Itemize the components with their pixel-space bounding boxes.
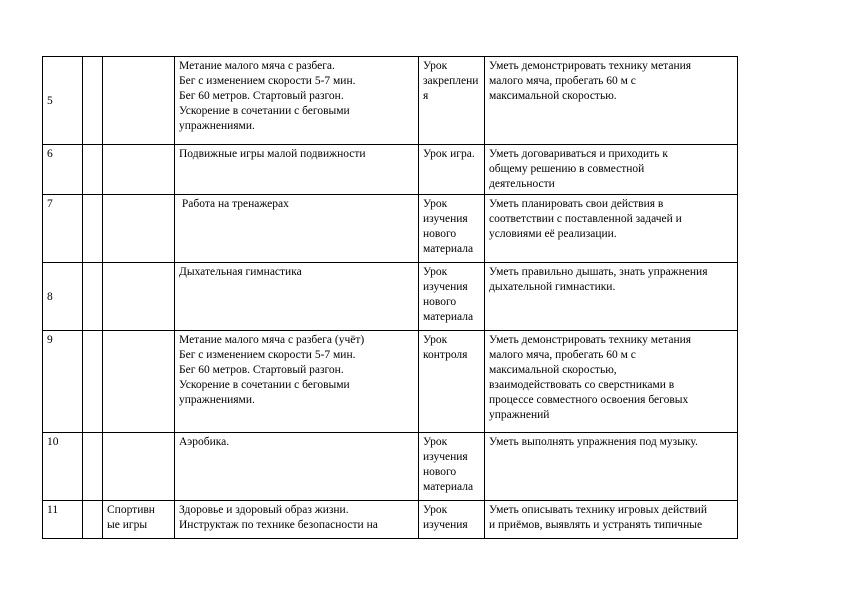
table-row <box>43 145 738 195</box>
table-row <box>43 195 738 263</box>
section-cell <box>103 57 175 145</box>
expected-result: Уметь выполнять упражнения под музыку. <box>485 433 738 501</box>
expected-result: Уметь демонстрировать технику метания малого мяча, пробегать 60 м с максимальной скоростью. <box>485 57 738 145</box>
empty-cell <box>83 195 103 263</box>
lesson-type: Урок контроля <box>419 331 485 433</box>
expected-result: Уметь планировать свои действия в соответствии с поставленной задачей и условиями её реализации. <box>485 195 738 263</box>
section-cell <box>103 331 175 433</box>
expected-result: Уметь демонстрировать технику метания малого мяча, пробегать 60 м с максимальной скоростью, взаимодействовать со сверстниками в процессе совместного освоения беговых упражнений <box>485 331 738 433</box>
section-cell <box>103 195 175 263</box>
lesson-number: 10 <box>43 433 83 501</box>
expected-result: Уметь договариваться и приходить к общему решению в совместной деятельности <box>485 145 738 195</box>
lesson-topic: Аэробика. <box>175 433 419 501</box>
lesson-plan-table <box>42 56 738 539</box>
section-cell <box>103 433 175 501</box>
lesson-topic: Метание малого мяча с разбега (учёт) Бег с изменением скорости 5-7 мин. Бег 60 метров. Стартовый разгон. Ускорение в сочетании с беговыми упражнениями. <box>175 331 419 433</box>
expected-result: Уметь описывать технику игровых действий и приёмов, выявлять и устранять типичные <box>485 501 738 539</box>
lesson-number: 8 <box>43 263 83 331</box>
table-row <box>43 501 738 539</box>
lesson-number: 11 <box>43 501 83 539</box>
lesson-number: 6 <box>43 145 83 195</box>
table-row <box>43 57 738 145</box>
section-cell <box>103 263 175 331</box>
lesson-type: Урок игра. <box>419 145 485 195</box>
empty-cell <box>83 501 103 539</box>
lesson-type: Урок закреплени я <box>419 57 485 145</box>
expected-result: Уметь правильно дышать, знать упражнения дыхательной гимнастики. <box>485 263 738 331</box>
empty-cell <box>83 433 103 501</box>
lesson-plan-body <box>43 57 738 539</box>
lesson-topic: Подвижные игры малой подвижности <box>175 145 419 195</box>
table-row <box>43 263 738 331</box>
lesson-number: 7 <box>43 195 83 263</box>
empty-cell <box>83 331 103 433</box>
empty-cell <box>83 263 103 331</box>
empty-cell <box>83 145 103 195</box>
section-cell <box>103 145 175 195</box>
lesson-number: 5 <box>43 57 83 145</box>
lesson-topic: Дыхательная гимнастика <box>175 263 419 331</box>
lesson-topic: Метание малого мяча с разбега. Бег с изменением скорости 5-7 мин. Бег 60 метров. Стартовый разгон. Ускорение в сочетании с беговыми упражнениями. <box>175 57 419 145</box>
lesson-type: Урок изучения <box>419 501 485 539</box>
lesson-type: Урок изучения нового материала <box>419 195 485 263</box>
lesson-number: 9 <box>43 331 83 433</box>
lesson-type: Урок изучения нового материала <box>419 433 485 501</box>
lesson-topic: Здоровье и здоровый образ жизни. Инструктаж по технике безопасности на <box>175 501 419 539</box>
table-row <box>43 433 738 501</box>
lesson-topic: Работа на тренажерах <box>175 195 419 263</box>
empty-cell <box>83 57 103 145</box>
section-cell: Спортивн ые игры <box>103 501 175 539</box>
lesson-type: Урок изучения нового материала <box>419 263 485 331</box>
table-row <box>43 331 738 433</box>
